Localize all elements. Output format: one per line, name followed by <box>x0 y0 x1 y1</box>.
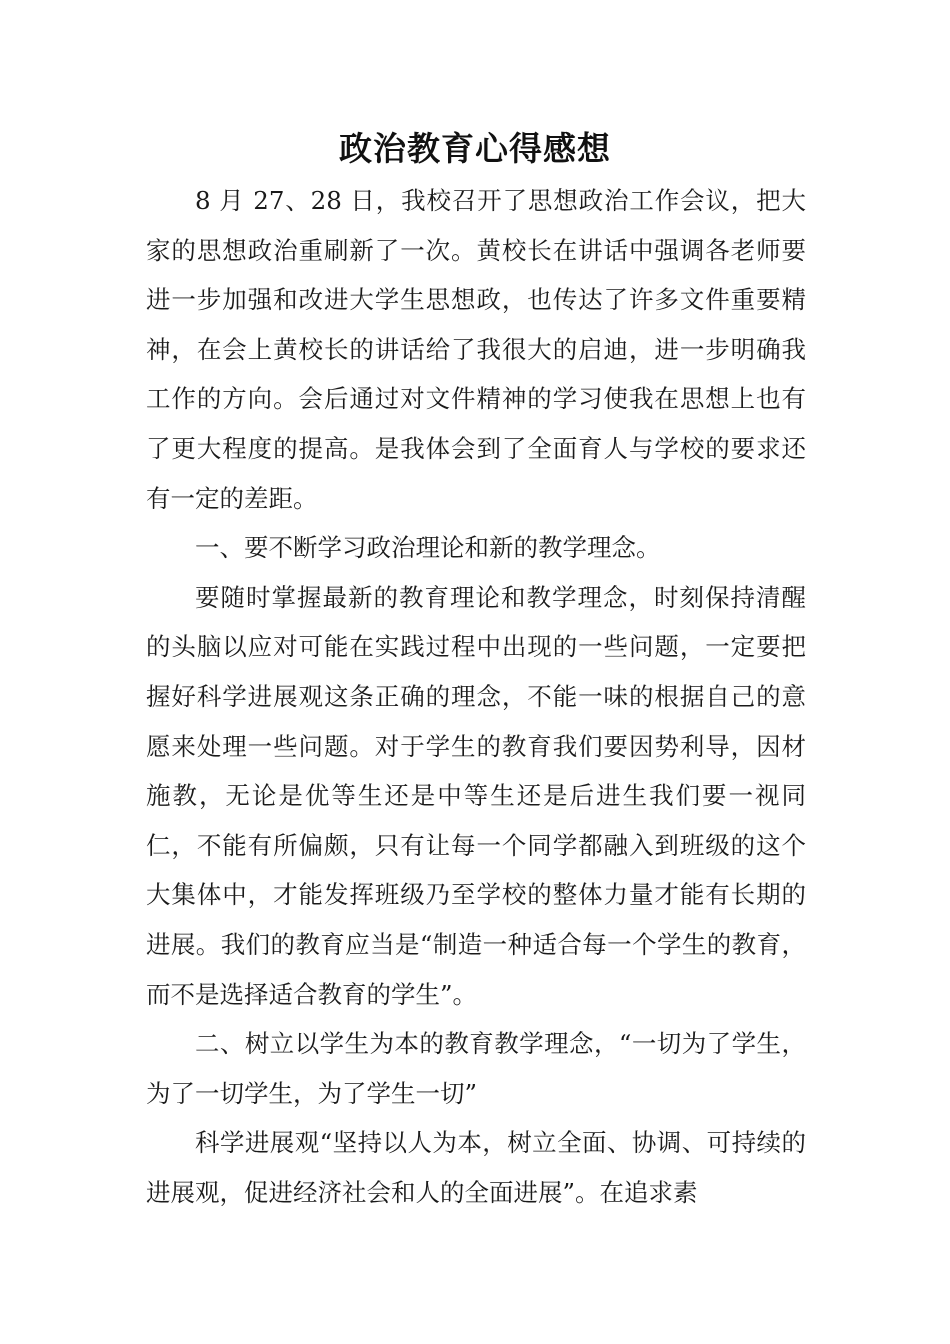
paragraph-section-2: 科学进展观“坚持以人为本，树立全面、协调、可持续的进展观，促进经济社会和人的全面进展”。在追求素 <box>146 1128 806 1207</box>
section-heading-2: 二、树立以学生为本的教育教学理念，“一切为了学生，为了一切学生，为了学生一切” <box>146 1029 806 1108</box>
paragraph-section-1: 要随时掌握最新的教育理论和教学理念，时刻保持清醒的头脑以应对可能在实践过程中出现的一些问题，一定要把握好科学进展观这条正确的理念，不能一味的根据自己的意愿来处理一些问题。对于学生的教育我们要因势利导，因材施教，无论是优等生还是中等生还是后进生我们要一视同仁，不能有所偏颇，只有让每一个同学都融入到班级的这个大集体中，才能发挥班级乃至学校的整体力量才能有长期的进展。我们的教育应当是“制造一种适合每一个学生的教育，而不是选择适合教育的学生”。 <box>146 582 806 1009</box>
paragraph-intro: 8 月 27、28 日，我校召开了思想政治工作会议，把大家的思想政治重刷新了一次。黄校长在讲话中强调各老师要进一步加强和改进大学生思想政，也传达了许多文件重要精神，在会上黄校长的讲话给了我很大的启迪，进一步明确我工作的方向。会后通过对文件精神的学习使我在思想上也有了更大程度的提高。是我体会到了全面育人与学校的要求还有一定的差距。 <box>146 186 806 513</box>
section-heading-1: 一、要不断学习政治理论和新的教学理念。 <box>195 533 661 563</box>
document-title: 政治教育心得感想 <box>339 129 611 168</box>
document-body <box>146 176 806 1217</box>
